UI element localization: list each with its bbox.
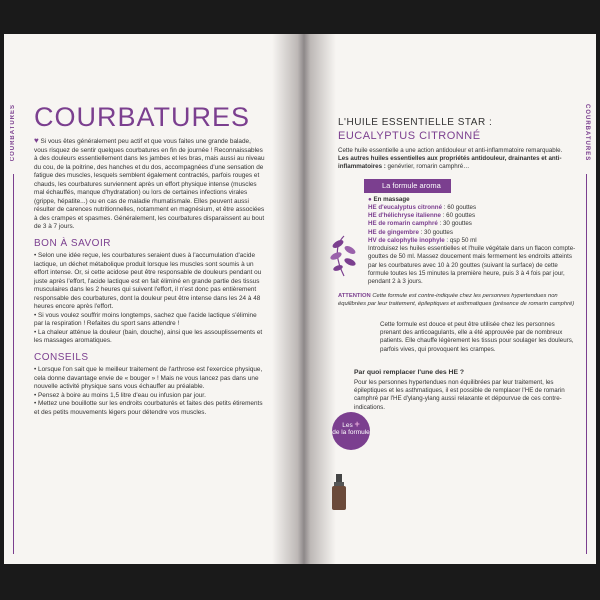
star-oil-heading: L'HUILE ESSENTIELLE STAR : <box>338 117 493 128</box>
ingredient-row: HE de gingembre : 30 gouttes <box>368 228 453 236</box>
replace-title: Par quoi remplacer l'une des HE ? <box>354 368 465 376</box>
eucalyptus-plant-icon <box>324 234 364 278</box>
section-tab-left: COURBATURES <box>10 104 16 162</box>
book-spread <box>4 34 596 564</box>
ingredient-row: HE de romarin camphré : 30 gouttes <box>368 220 472 228</box>
star-oil-text: Cette huile essentielle a une action antidouleur et anti-inflammatoire remarquable. <box>338 146 563 154</box>
conseil-item: • Lorsque l'on sait que le meilleur traitement de l'arthrose est l'exercice physique, cela donne davantage envie de « bouger » ! Mais ne vous lancez pas dans une nouvelle activité physique sans vous échauffer au préalable. <box>34 366 263 391</box>
bon-item: • Si vous voulez souffrir moins longtemps, sachez que l'acide lactique s'élimine par la respiration ! Refaites du sport sans attendre ! <box>34 311 257 328</box>
plus-icon: + <box>354 419 360 429</box>
margin-line-right <box>586 174 587 554</box>
margin-line-left <box>13 174 14 554</box>
massage-label: ● En massage <box>368 195 410 203</box>
conseil-item: • Mettez une bouillotte sur les endroits courbaturés et faites des petits étirements et des petits mouvements légers pour détendre vos muscles. <box>34 400 263 416</box>
heart-icon: ♥ <box>34 136 39 145</box>
formula-header: La formule aroma <box>364 179 451 193</box>
left-page <box>34 104 266 417</box>
conseil-item: • Pensez à boire au moins 1,5 litre d'eau ou infusion par jour. <box>34 391 206 399</box>
bon-item: • La chaleur atténue la douleur (bain, douche), ainsi que les assouplissements et les massages aromatiques. <box>34 328 263 345</box>
attention-note: ATTENTION Cette formule est contre-indiquée chez les personnes hypertendues non équilibrées par leur traitement, épileptiques et asthmatiques (présence de romarin camphré) <box>338 293 575 308</box>
bon-item: • Selon une idée reçue, les courbatures seraient dues à l'accumulation d'acide lactique, un déchet métabolique produit lorsque les muscles sont soumis à un effort intense. Or, si cette acidose peut être responsable de douleurs pendant ou juste après l'effort, l'acide lactique est en fait éliminé en grande partie des tissus musculaires dans les 2 heures qui suivent l'effort, il n'est donc pas entièrement responsable des courbatures, dont la douleur peut être intense dans les 24 à 48 heures encore après l'effort. <box>34 252 262 311</box>
dropper-bottle-icon <box>328 472 350 512</box>
plus-formula-text: Cette formule est douce et peut être utilisée chez les personnes prenant des anticoagulants, elle a été approuvée par de nombreux patients. Elle chauffe légèrement les tissus pour soulager les douleurs, parfois vives, qui provoquent les crampes. <box>380 320 574 353</box>
ingredient-row: HE d'hélichryse italienne : 60 gouttes <box>368 212 476 220</box>
page-title: COURBATURES <box>34 102 251 132</box>
bon-a-savoir-title: BON À SAVOIR <box>34 237 111 249</box>
bullet-icon: ● <box>368 195 372 203</box>
ingredient-row: HE d'eucalyptus citronné : 60 gouttes <box>368 203 477 211</box>
conseils-title: CONSEILS <box>34 351 89 363</box>
formula-body <box>368 196 576 287</box>
star-oil-name: EUCALYPTUS CITRONNÉ <box>338 130 481 143</box>
ingredient-row: HV de calophylle inophyle : qsp 50 ml <box>368 236 477 244</box>
formula-instructions: Introduisez les huiles essentielles et l'huile végétale dans un flacon compte-gouttes de 50 ml. Massez doucement mais fermement les endroits atteints par les courbatures avec 10 à 20 gouttes (suivant la surface) de cette formule toutes les 15 minutes la première heure, puis 3 à 4 fois par jour, pendant 2 à 3 jours. <box>368 245 576 286</box>
plus-formula-badge: Les + de la formule <box>332 412 370 450</box>
other-oils-text: Les autres huiles essentielles aux propriétés antidouleur, drainantes et anti-inflammatoires : genévrier, romarin camphré… <box>338 155 562 171</box>
right-page <box>332 116 576 437</box>
replace-text: Pour les personnes hypertendues non équilibrées par leur traitement, les épileptiques et les asthmatiques, il est possible de remplacer l'HE de romarin camphré par l'HE d'ylang-ylang aussi relaxante et dépourvue de ces contre-indications. <box>354 378 565 411</box>
section-tab-right: COURBATURES <box>584 104 590 162</box>
book-gutter <box>272 34 336 564</box>
intro-paragraph: ♥ Si vous êtes généralement peu actif et que vous faites une grande balade, vous risquez de sentir quelques courbatures en fin de journée ! Reconnaissables à des douleurs essentiellement dans les jambes et les bras, mais aussi au niveau du cou, de la poitrine, des hanches et du dos, accompagnées d'une sensation de fatigue des muscles, lesquels semblent également contractés, parfois rouges et chauds, les courbatures surviennent après un effort physique intense (muscles mal échauffés, manque d'hydratation) ou lors de certaines infections virales (grippe, hépatite...) ou en cas de maladie rhumatismale. Elles peuvent aussi résulter de carences nutritionnelles, notamment en magnésium, et être associées à des crampes et spasmes. Généralement, les courbatures disparaissent au bout de 3 à 7 jours. <box>34 136 265 231</box>
